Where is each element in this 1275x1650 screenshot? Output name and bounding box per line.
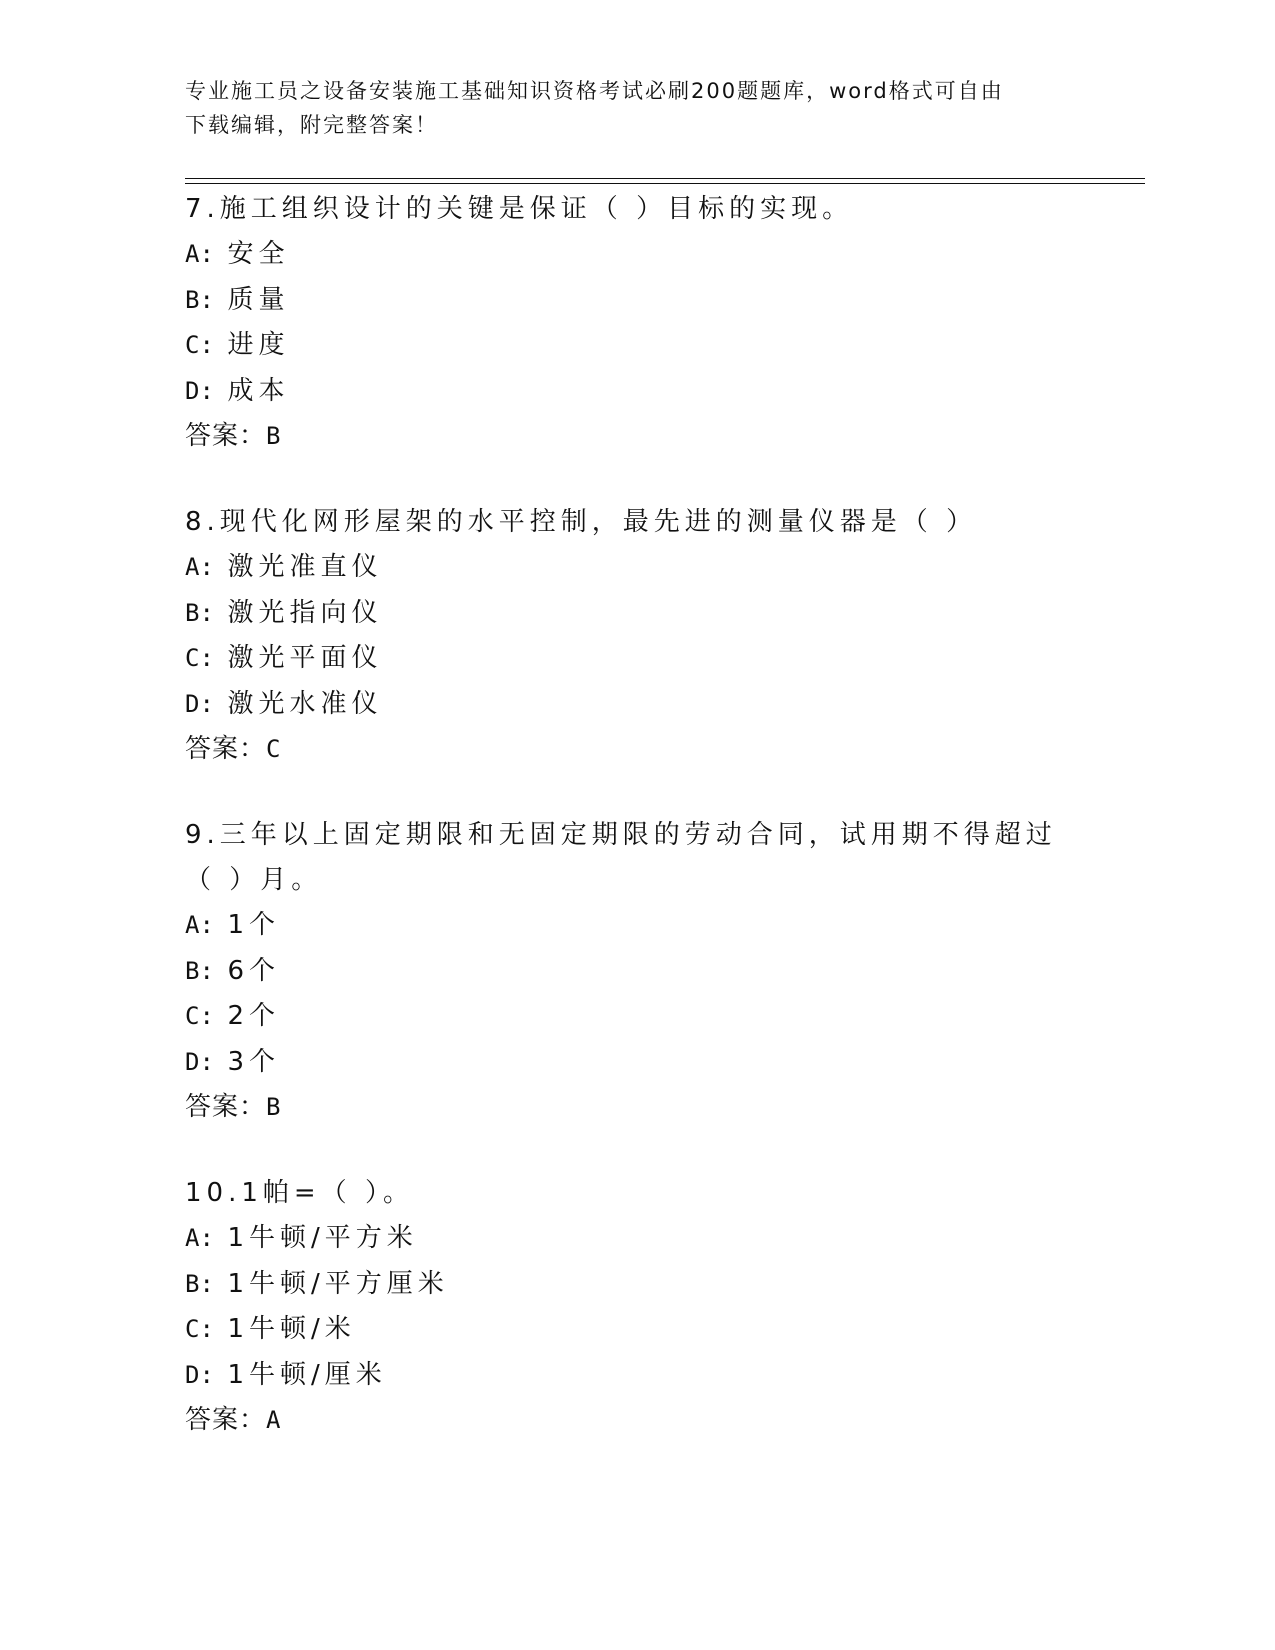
option-letter: D: [185, 1360, 200, 1389]
option-text: 1牛顿/厘米: [227, 1359, 387, 1390]
option-letter: B: [185, 1269, 200, 1298]
option-a: [185, 903, 1065, 949]
answer-line: [185, 727, 1065, 772]
option-separator: :: [199, 331, 214, 359]
header-line-1: 专业施工员之设备安装施工基础知识资格考试必刷200题题库，word格式可自由: [185, 79, 1004, 103]
option-letter: B: [185, 598, 200, 627]
option-b: [185, 949, 1065, 995]
option-b: [185, 591, 1065, 637]
option-separator: :: [199, 1002, 214, 1030]
option-separator: :: [199, 598, 214, 627]
option-separator: :: [199, 240, 214, 268]
answer-label: 答案：: [185, 734, 267, 764]
option-a: [185, 545, 1065, 591]
question-list: [185, 187, 1065, 1484]
option-c: [185, 994, 1065, 1040]
header-divider-bottom: [185, 183, 1145, 184]
option-b: [185, 278, 1065, 324]
option-letter: C: [185, 1002, 200, 1030]
option-letter: C: [185, 644, 200, 672]
answer-label: 答案：: [185, 1405, 267, 1435]
option-text: 安全: [227, 239, 290, 269]
option-letter: A: [185, 553, 200, 581]
option-text: 进度: [227, 330, 290, 360]
answer-line: [185, 1398, 1065, 1443]
option-letter: B: [185, 956, 200, 985]
option-c: [185, 323, 1065, 369]
option-separator: :: [199, 1315, 214, 1343]
option-letter: B: [185, 285, 200, 314]
answer-label: 答案：: [185, 421, 267, 451]
option-text: 2个: [227, 1001, 280, 1031]
question-7: [185, 187, 1065, 459]
question-stem: 7.施工组织设计的关键是保证（ ）目标的实现。: [185, 194, 854, 224]
question-stem: 10.1帕=（ ）。: [185, 1178, 414, 1208]
answer-value: C: [266, 735, 282, 763]
option-text: 1个: [227, 910, 280, 940]
option-letter: A: [185, 1224, 200, 1252]
option-separator: :: [199, 1047, 214, 1076]
header-line-2: 下载编辑，附完整答案！: [185, 113, 438, 137]
question-10: [185, 1171, 1065, 1443]
answer-value: B: [266, 1093, 282, 1121]
option-d: [185, 1040, 1065, 1086]
option-d: [185, 1353, 1065, 1399]
option-letter: A: [185, 240, 200, 268]
option-separator: :: [199, 285, 214, 314]
option-separator: :: [199, 376, 214, 405]
option-separator: :: [199, 553, 214, 581]
option-letter: C: [185, 331, 200, 359]
question-stem: 8.现代化网形屋架的水平控制，最先进的测量仪器是（ ）: [185, 507, 978, 537]
answer-line: [185, 1085, 1065, 1130]
answer-line: [185, 414, 1065, 459]
option-text: 成本: [227, 375, 290, 406]
option-d: [185, 682, 1065, 728]
option-text: 激光准直仪: [227, 552, 383, 582]
option-a: [185, 1216, 1065, 1262]
answer-value: B: [266, 422, 282, 450]
option-separator: :: [199, 1224, 214, 1252]
option-a: [185, 232, 1065, 278]
option-text: 激光平面仪: [227, 643, 383, 673]
option-b: [185, 1262, 1065, 1308]
option-text: 激光指向仪: [227, 597, 383, 628]
option-separator: :: [199, 1360, 214, 1389]
option-text: 质量: [227, 284, 290, 315]
option-text: 6个: [227, 955, 280, 986]
option-d: [185, 369, 1065, 415]
option-separator: :: [199, 1269, 214, 1298]
option-letter: A: [185, 911, 200, 939]
option-separator: :: [199, 689, 214, 718]
option-c: [185, 636, 1065, 682]
option-letter: C: [185, 1315, 200, 1343]
question-9: [185, 813, 1065, 1130]
answer-value: A: [266, 1406, 282, 1434]
option-c: [185, 1307, 1065, 1353]
option-letter: D: [185, 689, 200, 718]
option-text: 1牛顿/米: [227, 1314, 356, 1344]
document-header: [185, 74, 1065, 142]
option-separator: :: [199, 911, 214, 939]
header-divider-top: [185, 178, 1145, 179]
option-text: 1牛顿/平方米: [227, 1223, 418, 1253]
question-8: [185, 500, 1065, 772]
option-text: 1牛顿/平方厘米: [227, 1268, 449, 1299]
question-stem: 9.三年以上固定期限和无固定期限的劳动合同，试用期不得超过（ ）月。: [185, 820, 1057, 895]
option-letter: D: [185, 376, 200, 405]
option-separator: :: [199, 956, 214, 985]
option-text: 激光水准仪: [227, 688, 383, 719]
option-letter: D: [185, 1047, 200, 1076]
answer-label: 答案：: [185, 1092, 267, 1122]
option-text: 3个: [227, 1046, 280, 1077]
option-separator: :: [199, 644, 214, 672]
